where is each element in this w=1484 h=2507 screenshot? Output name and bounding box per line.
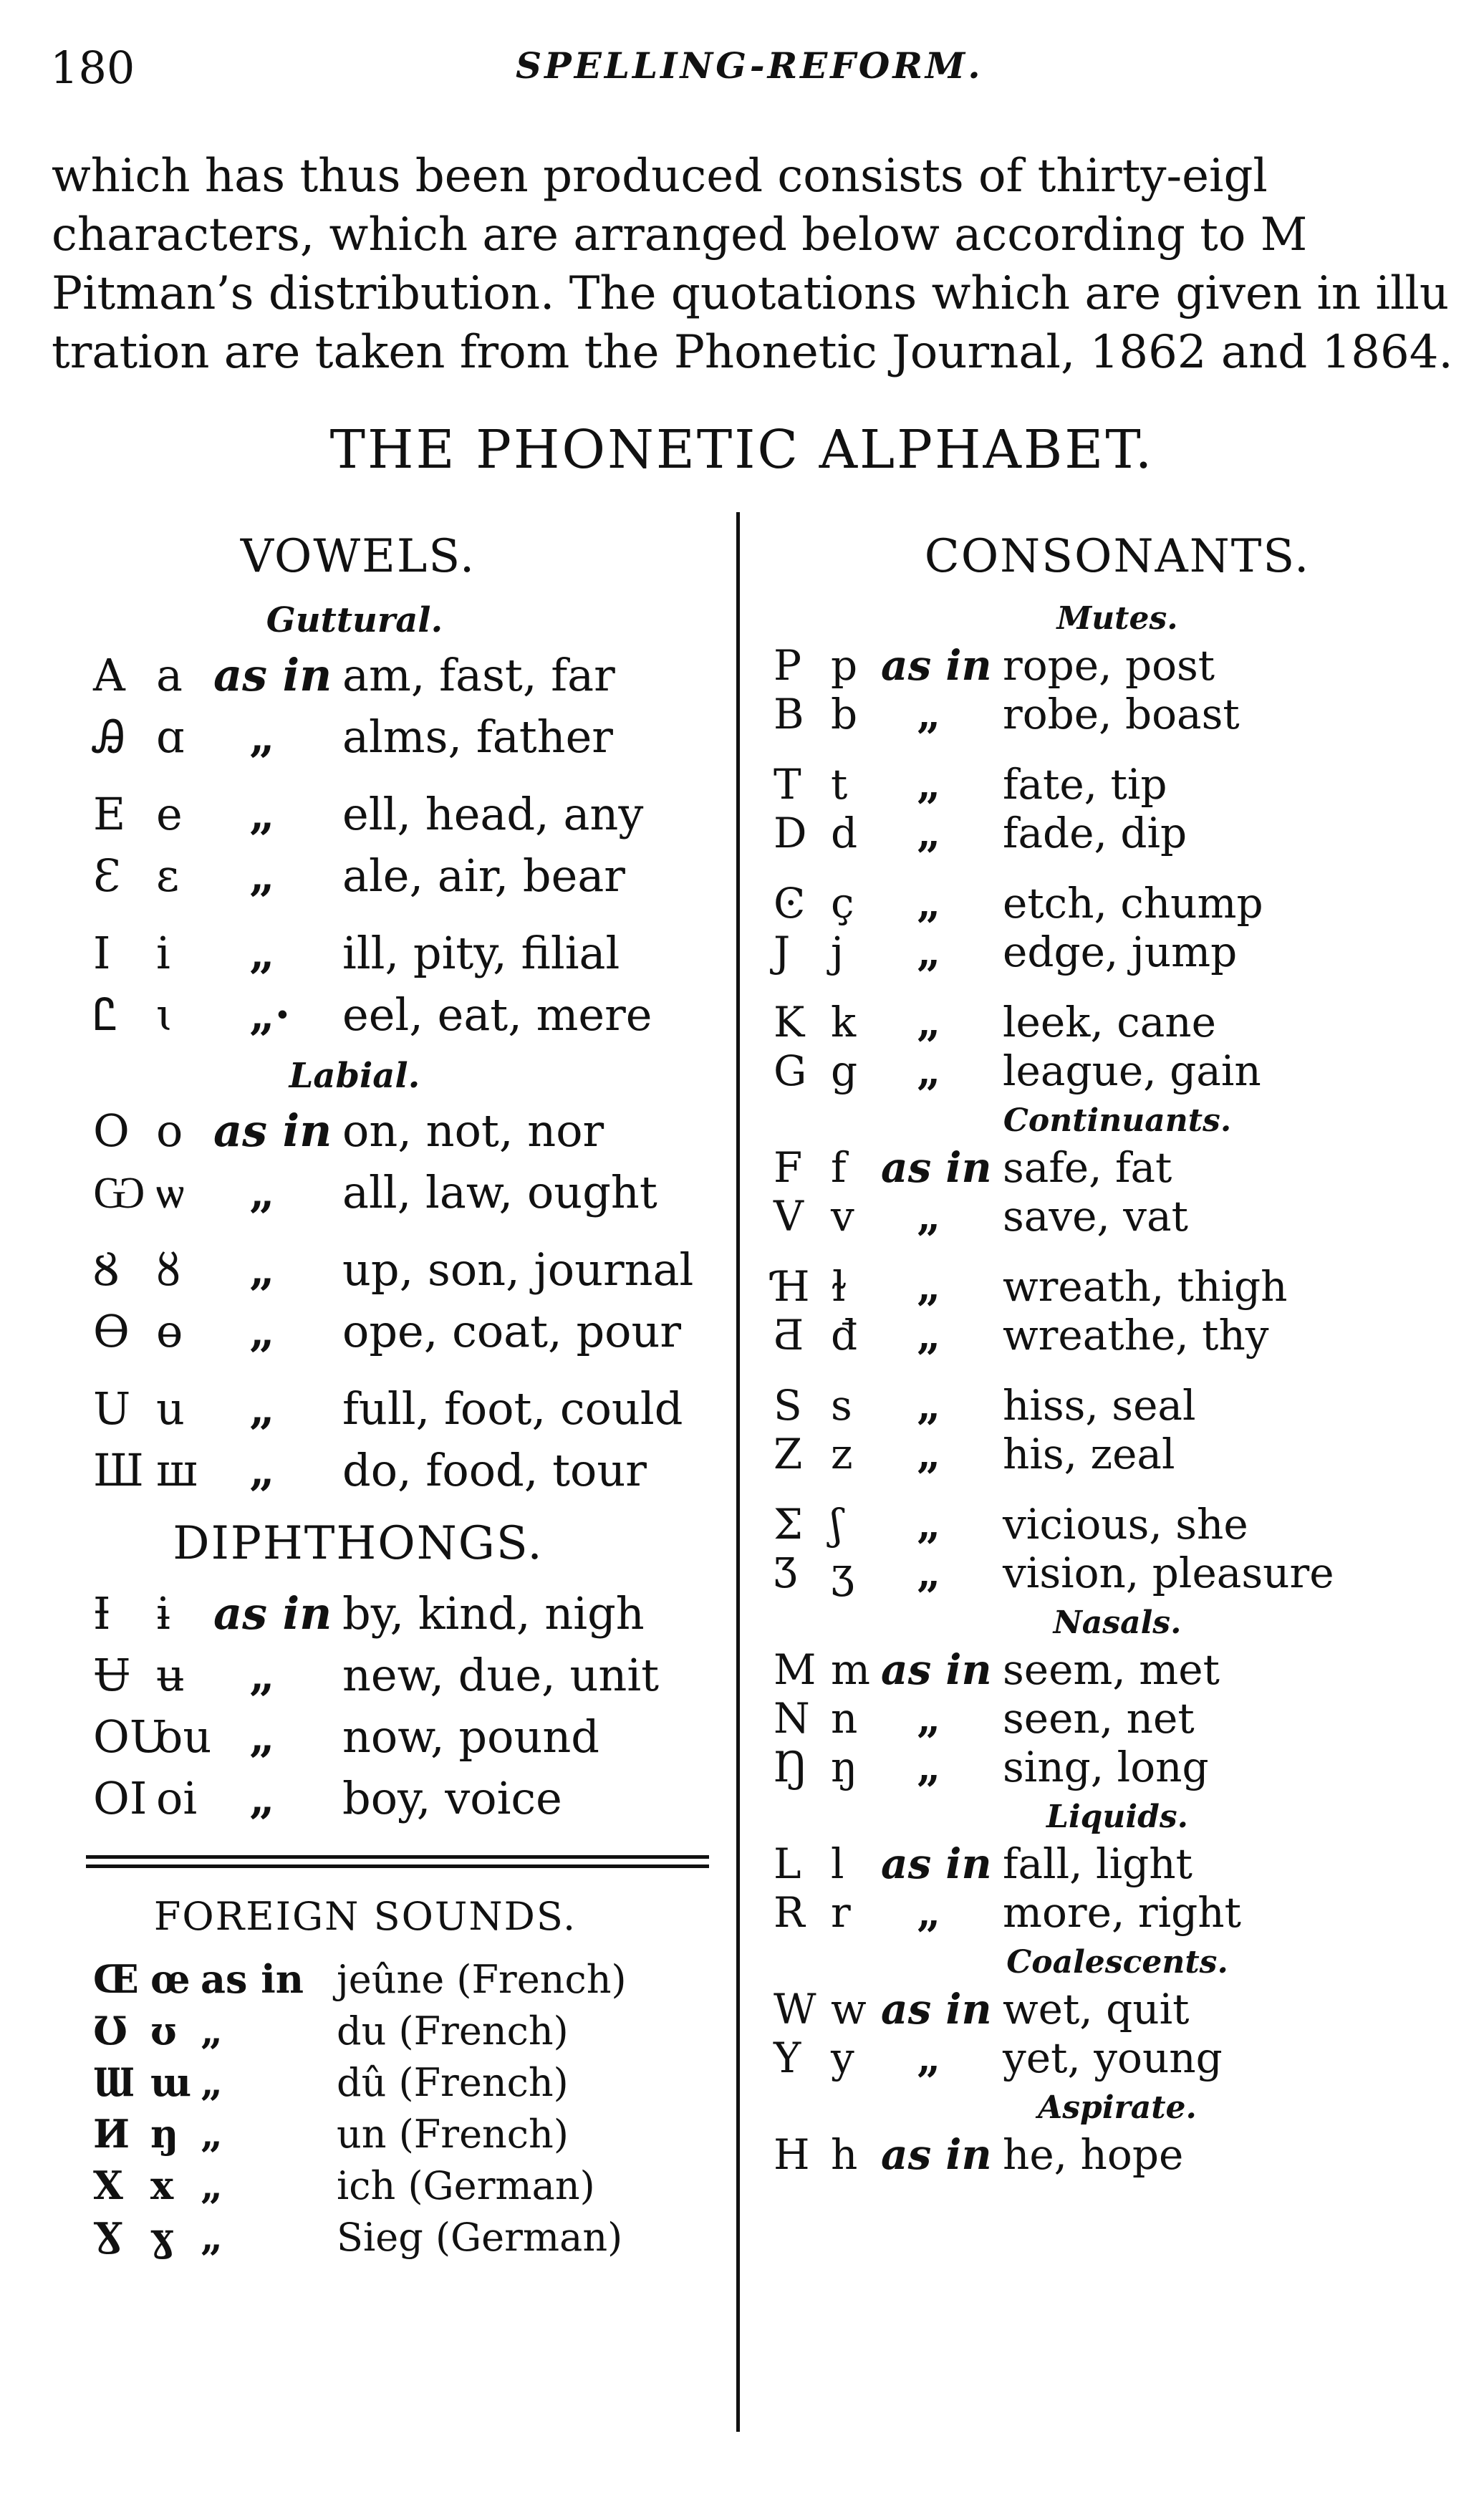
lowercase-letter: n	[831, 1694, 858, 1743]
as-in-marker: „	[917, 1549, 941, 1597]
example-words: leek, cane	[1003, 998, 1216, 1046]
as-in-marker: „	[917, 1694, 941, 1743]
capital-letter: Ͼ	[774, 879, 806, 928]
example-words: full, foot, could	[342, 1382, 683, 1435]
as-in-marker: „	[917, 998, 941, 1046]
consonant-group	[774, 1985, 1461, 2082]
capital-letter: A	[93, 649, 125, 701]
lowercase-letter: ou	[156, 1710, 212, 1763]
lowercase-letter: ш	[156, 1444, 198, 1496]
example-words: by, kind, nigh	[342, 1587, 645, 1640]
foreign-sounds-list	[93, 1956, 723, 2266]
lowercase-letter: ʃ	[831, 1500, 842, 1549]
lowercase-letter: ɨ	[156, 1587, 170, 1640]
labial-label: Labial.	[289, 1056, 420, 1096]
example-words: do, food, tour	[342, 1444, 647, 1496]
page-number: 180	[50, 42, 135, 94]
spacer	[774, 738, 1461, 760]
lowercase-letter: ɣ	[150, 2214, 174, 2260]
example-words: yet, young	[1003, 2034, 1223, 2082]
lowercase-letter: ɛ	[156, 850, 180, 902]
capital-letter: Y	[774, 2034, 801, 2082]
consonants-heading: CONSONANTS.	[924, 530, 1311, 583]
double-rule	[86, 1855, 709, 1868]
letter-row	[93, 2059, 723, 2111]
capital-letter: T	[774, 760, 801, 809]
as-in-marker: „	[917, 760, 941, 809]
capital-letter: O	[93, 1105, 130, 1157]
capital-letter: Ɣ	[93, 2214, 123, 2260]
capital-letter: W	[774, 1985, 816, 2034]
as-in-marker: „·	[249, 988, 291, 1041]
capital-letter: Ɦ	[774, 1262, 810, 1311]
letter-row	[93, 2214, 723, 2266]
example-words: sing, long	[1003, 1743, 1209, 1791]
as-in-marker: „	[201, 2059, 223, 2105]
capital-letter: Ŋ	[774, 1743, 809, 1791]
capital-letter: Ɨ	[93, 1587, 111, 1640]
as-in-marker: „	[249, 1444, 275, 1496]
example-words: new, due, unit	[342, 1649, 660, 1701]
letter-row	[774, 1192, 1461, 1241]
running-head: SPELLING-REFORM.	[516, 44, 983, 87]
lowercase-letter: ѡ	[156, 1166, 185, 1218]
example-words: wreathe, thy	[1003, 1311, 1269, 1360]
capital-letter: Ƌ	[774, 1311, 804, 1360]
example-words: ich (German)	[337, 2163, 595, 2208]
lowercase-letter: h	[831, 2130, 858, 2179]
guttural-list	[93, 649, 723, 1050]
as-in-marker: „	[201, 2008, 223, 2054]
consonant-group	[774, 1839, 1461, 1937]
capital-letter: Ɛ	[93, 850, 121, 902]
consonant-group	[774, 1143, 1461, 1597]
capital-letter: N	[774, 1694, 810, 1743]
letter-row	[774, 1839, 1461, 1888]
letter-row	[93, 1382, 723, 1444]
letter-row	[93, 988, 723, 1050]
letter-row	[93, 2162, 723, 2214]
lowercase-letter: s	[831, 1381, 852, 1430]
lowercase-letter: oi	[156, 1772, 198, 1824]
capital-letter: И	[93, 2111, 130, 2157]
capital-letter: Ꭿ	[93, 711, 125, 763]
letter-row	[774, 1046, 1461, 1095]
as-in-marker: „	[201, 2111, 223, 2157]
lowercase-letter: v	[831, 1192, 854, 1241]
capital-letter: S	[774, 1381, 802, 1430]
capital-letter: E	[93, 788, 126, 840]
example-words: save, vat	[1003, 1192, 1188, 1241]
vowels-heading: VOWELS.	[240, 530, 476, 583]
lowercase-letter: ɑ	[156, 711, 185, 763]
lowercase-letter: p	[831, 641, 858, 690]
as-in-marker: as in	[213, 649, 332, 701]
lowercase-letter: ʒ	[831, 1549, 854, 1597]
example-words: safe, fat	[1003, 1143, 1172, 1192]
as-in-marker: „	[249, 850, 275, 902]
spacer	[774, 976, 1461, 998]
foreign-sounds-heading: FOREIGN SOUNDS.	[153, 1894, 577, 1939]
capital-letter: OI	[93, 1772, 148, 1824]
letter-row	[774, 1500, 1461, 1549]
as-in-marker: „	[249, 1166, 275, 1218]
example-words: am, fast, far	[342, 649, 615, 701]
as-in-marker: „	[249, 1305, 275, 1357]
example-words: fade, dip	[1003, 809, 1187, 857]
example-words: ill, pity, filial	[342, 927, 620, 979]
capital-letter: Œ	[93, 1956, 139, 2002]
spacer	[93, 911, 723, 927]
lowercase-letter: ɫ	[831, 1262, 847, 1311]
letter-row	[774, 1430, 1461, 1478]
spacer	[93, 1228, 723, 1243]
letter-row	[774, 928, 1461, 976]
lowercase-letter: ɵ	[156, 1305, 183, 1357]
letter-row	[93, 1444, 723, 1506]
as-in-marker: as in	[881, 641, 992, 690]
capital-letter: X	[93, 2162, 123, 2208]
intro-line: Pitman’s distribution. The quotations which are given in illu	[52, 267, 1450, 320]
example-words: up, son, journal	[342, 1243, 694, 1296]
capital-letter: Ш	[93, 1444, 144, 1496]
lowercase-letter: u	[156, 1382, 185, 1435]
capital-letter: M	[774, 1645, 816, 1694]
capital-letter: Ɵ	[93, 1305, 130, 1357]
example-words: vision, pleasure	[1003, 1549, 1334, 1597]
letter-row	[774, 690, 1461, 738]
capital-letter: Ʒ	[774, 1549, 797, 1597]
example-words: more, right	[1003, 1888, 1241, 1937]
letter-row	[774, 998, 1461, 1046]
as-in-marker: as in	[881, 1143, 992, 1192]
capital-letter: L	[774, 1839, 801, 1888]
capital-letter: Ɯ	[93, 2059, 135, 2105]
consonant-group-label: Mutes.	[1056, 600, 1178, 637]
letter-row	[93, 711, 723, 772]
consonant-groups	[774, 600, 1461, 2179]
intro-paragraph	[52, 147, 1453, 382]
example-words: ope, coat, pour	[342, 1305, 682, 1357]
as-in-marker: „	[917, 1500, 941, 1549]
example-words: seen, net	[1003, 1694, 1195, 1743]
capital-letter: D	[774, 809, 807, 857]
as-in-marker: as in	[213, 1587, 332, 1640]
letter-row	[774, 1888, 1461, 1937]
lowercase-letter: ȣ	[156, 1243, 181, 1296]
lowercase-letter: z	[831, 1430, 853, 1478]
capital-letter: P	[774, 641, 802, 690]
letter-row	[93, 1710, 723, 1772]
letter-row	[774, 1262, 1461, 1311]
lowercase-letter: d	[831, 809, 858, 857]
capital-letter: H	[774, 2130, 810, 2179]
as-in-marker: „	[917, 1430, 941, 1478]
example-words: rope, post	[1003, 641, 1215, 690]
as-in-marker: „	[917, 1046, 941, 1095]
example-words: he, hope	[1003, 2130, 1184, 2179]
lowercase-letter: j	[831, 928, 844, 976]
lowercase-letter: t	[831, 760, 848, 809]
letter-row	[93, 1956, 723, 2008]
letter-row	[93, 1305, 723, 1367]
as-in-marker: „	[917, 1888, 941, 1937]
example-words: vicious, she	[1003, 1500, 1248, 1549]
as-in-marker: „	[249, 711, 275, 763]
consonant-group-label: Coalescents.	[1006, 1944, 1228, 1981]
consonant-group	[774, 641, 1461, 1095]
example-words: wreath, thigh	[1003, 1262, 1288, 1311]
diphthongs-heading: DIPHTHONGS.	[173, 1517, 544, 1570]
lowercase-letter: ŋ	[831, 1743, 858, 1791]
example-words: now, pound	[342, 1710, 599, 1763]
spacer	[774, 1360, 1461, 1381]
capital-letter: K	[774, 998, 805, 1046]
capital-letter: Ꮭ	[93, 988, 118, 1041]
letter-row	[774, 879, 1461, 928]
lowercase-letter: ʉ	[156, 1649, 185, 1701]
labial-list	[93, 1105, 723, 1506]
as-in-marker: „	[249, 1649, 275, 1701]
example-words: fate, tip	[1003, 760, 1167, 809]
capital-letter: Ʉ	[93, 1649, 131, 1701]
lowercase-letter: m	[831, 1645, 870, 1694]
lowercase-letter: o	[156, 1105, 183, 1157]
letter-row	[774, 1143, 1461, 1192]
consonant-group-label: Continuants.	[1003, 1102, 1232, 1139]
lowercase-letter: x	[150, 2162, 174, 2208]
example-words: edge, jump	[1003, 928, 1238, 976]
as-in-marker: „	[249, 1772, 275, 1824]
letter-row	[93, 2111, 723, 2162]
as-in-marker: „	[249, 1710, 275, 1763]
example-words: jeûne (French)	[337, 1957, 627, 2002]
example-words: boy, voice	[342, 1772, 562, 1824]
example-words: eel, eat, mere	[342, 988, 652, 1041]
as-in-marker: „	[917, 809, 941, 857]
example-words: on, not, nor	[342, 1105, 604, 1157]
consonant-group	[774, 1645, 1461, 1791]
spacer	[774, 1478, 1461, 1500]
spacer	[93, 1367, 723, 1382]
consonant-group-label: Liquids.	[1046, 1799, 1188, 1835]
intro-line: characters, which are arranged below according to M	[52, 208, 1308, 261]
letter-row	[774, 1694, 1461, 1743]
letter-row	[93, 1587, 723, 1649]
as-in-marker: „	[201, 2214, 223, 2260]
lowercase-letter: k	[831, 998, 857, 1046]
letter-row	[93, 2008, 723, 2059]
letter-row	[93, 927, 723, 988]
lowercase-letter: f	[831, 1143, 847, 1192]
as-in-marker: as in	[213, 1105, 332, 1157]
capital-letter: J	[774, 928, 791, 976]
letter-row	[93, 1649, 723, 1710]
example-words: wet, quit	[1003, 1985, 1190, 2034]
page-header	[50, 34, 1411, 99]
capital-letter: OU	[93, 1710, 168, 1763]
example-words: etch, chump	[1003, 879, 1263, 928]
lowercase-letter: ç	[831, 879, 854, 928]
lowercase-letter: đ	[831, 1311, 858, 1360]
guttural-label: Guttural.	[266, 600, 443, 640]
letter-row	[93, 1772, 723, 1834]
capital-letter: Ʊ	[93, 2008, 128, 2054]
capital-letter: F	[774, 1143, 803, 1192]
example-words: Sieg (German)	[337, 2215, 623, 2260]
lowercase-letter: ŋ	[150, 2111, 179, 2157]
example-words: un (French)	[337, 2112, 569, 2157]
lowercase-letter: r	[831, 1888, 851, 1937]
as-in-marker: „	[917, 1743, 941, 1791]
as-in-marker: „	[917, 2034, 941, 2082]
lowercase-letter: œ	[150, 1956, 191, 2002]
as-in-marker: „	[917, 1311, 941, 1360]
capital-letter: Ѡ	[93, 1166, 145, 1218]
as-in-marker: as in	[881, 1645, 992, 1694]
as-in-marker: „	[917, 1262, 941, 1311]
as-in-marker: „	[249, 927, 275, 979]
spacer	[93, 772, 723, 788]
letter-row	[774, 809, 1461, 857]
diphthongs-list	[93, 1587, 723, 1834]
as-in-marker: as in	[881, 1985, 992, 2034]
capital-letter: Σ	[774, 1500, 804, 1549]
lowercase-letter: ʊ	[150, 2008, 177, 2054]
example-words: league, gain	[1003, 1046, 1261, 1095]
consonants-column	[774, 530, 1461, 2179]
lowercase-letter: ɯ	[150, 2059, 192, 2105]
letter-row	[774, 1311, 1461, 1360]
vowels-column	[93, 530, 723, 2266]
example-words: ell, head, any	[342, 788, 644, 840]
lowercase-letter: ɩ	[156, 988, 174, 1041]
example-words: du (French)	[337, 2008, 569, 2054]
as-in-marker: „	[917, 690, 941, 738]
letter-row	[774, 2034, 1461, 2082]
letter-row	[774, 2130, 1461, 2179]
capital-letter: Z	[774, 1430, 803, 1478]
intro-line: tration are taken from the Phonetic Journal, 1862 and 1864.	[52, 326, 1453, 379]
spacer	[774, 1241, 1461, 1262]
letter-row	[93, 1243, 723, 1305]
as-in-marker: as in	[881, 1839, 992, 1888]
as-in-marker: „	[249, 788, 275, 840]
lowercase-letter: l	[831, 1839, 844, 1888]
lowercase-letter: e	[156, 788, 183, 840]
letter-row	[774, 1743, 1461, 1791]
letter-row	[774, 1985, 1461, 2034]
lowercase-letter: w	[831, 1985, 867, 2034]
letter-row	[774, 1645, 1461, 1694]
letter-row	[93, 1105, 723, 1166]
capital-letter: I	[93, 927, 111, 979]
lowercase-letter: i	[156, 927, 170, 979]
letter-row	[93, 1166, 723, 1228]
example-words: fall, light	[1003, 1839, 1192, 1888]
as-in-marker: „	[917, 879, 941, 928]
letter-row	[774, 1381, 1461, 1430]
page-title: THE PHONETIC ALPHABET.	[329, 419, 1155, 481]
as-in-marker: „	[249, 1243, 275, 1296]
example-words: his, zeal	[1003, 1430, 1175, 1478]
example-words: ale, air, bear	[342, 850, 625, 902]
capital-letter: U	[93, 1382, 131, 1435]
lowercase-letter: a	[156, 649, 183, 701]
example-words: robe, boast	[1003, 690, 1240, 738]
letter-row	[774, 641, 1461, 690]
example-words: dû (French)	[337, 2060, 569, 2105]
letter-row	[774, 760, 1461, 809]
lowercase-letter: b	[831, 690, 858, 738]
capital-letter: V	[774, 1192, 804, 1241]
example-words: seem, met	[1003, 1645, 1220, 1694]
example-words: all, law, ought	[342, 1166, 657, 1218]
as-in-marker: „	[917, 928, 941, 976]
lowercase-letter: y	[831, 2034, 854, 2082]
as-in-marker: „	[917, 1192, 941, 1241]
capital-letter: R	[774, 1888, 805, 1937]
consonant-group-label: Nasals.	[1053, 1604, 1182, 1641]
capital-letter: G	[774, 1046, 807, 1095]
letter-row	[774, 1549, 1461, 1597]
as-in-marker: „	[201, 2162, 223, 2208]
intro-line: which has thus been produced consists of thirty-eigl	[52, 150, 1268, 203]
column-divider	[736, 512, 740, 2432]
consonant-group	[774, 2130, 1461, 2179]
as-in-marker: „	[249, 1382, 275, 1435]
letter-row	[93, 850, 723, 911]
example-words: alms, father	[342, 711, 613, 763]
letter-row	[93, 788, 723, 850]
as-in-marker: „	[917, 1381, 941, 1430]
letter-row	[93, 649, 723, 711]
spacer	[774, 857, 1461, 879]
capital-letter: Ȣ	[93, 1243, 119, 1296]
as-in-marker: as in	[881, 2130, 992, 2179]
capital-letter: B	[774, 690, 804, 738]
lowercase-letter: g	[831, 1046, 858, 1095]
example-words: hiss, seal	[1003, 1381, 1196, 1430]
consonant-group-label: Aspirate.	[1038, 2089, 1197, 2126]
as-in-marker: as in	[201, 1956, 304, 2002]
